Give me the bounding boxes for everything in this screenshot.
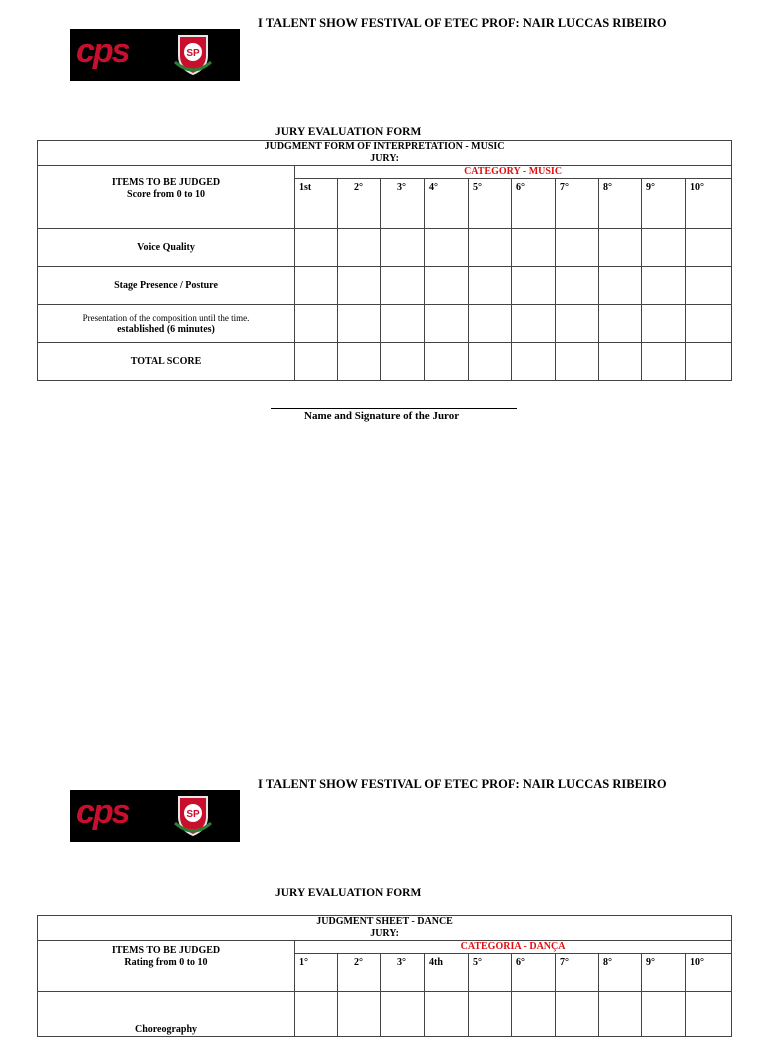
column-header: 7° (556, 954, 599, 992)
cps-logo (70, 29, 240, 81)
score-cell[interactable] (469, 267, 512, 305)
column-header: 10° (686, 954, 732, 992)
score-cell[interactable] (295, 229, 338, 267)
score-cell[interactable] (381, 305, 425, 343)
column-header: 8° (599, 179, 642, 229)
table-row (38, 992, 732, 1037)
score-cell[interactable] (338, 992, 381, 1037)
table-row (38, 305, 732, 343)
column-header: 4° (425, 179, 469, 229)
score-cell[interactable] (381, 229, 425, 267)
column-header: 5° (469, 954, 512, 992)
column-header: 1st (295, 179, 338, 229)
table-caption: JUDGMENT SHEET - DANCE JURY: (38, 916, 732, 941)
item-stage-presence: Stage Presence / Posture (38, 267, 295, 305)
score-cell[interactable] (338, 305, 381, 343)
score-cell[interactable] (469, 343, 512, 381)
dance-evaluation-table (37, 915, 732, 1037)
signature-line (271, 408, 517, 409)
column-header: 8° (599, 954, 642, 992)
column-header: 2° (338, 179, 381, 229)
sp-crest-icon (173, 32, 213, 76)
column-header: 1° (295, 954, 338, 992)
score-cell[interactable] (295, 305, 338, 343)
cps-logo-text: cps (76, 793, 129, 831)
sp-crest-icon (173, 793, 213, 837)
score-cell[interactable] (642, 343, 686, 381)
festival-header: I TALENT SHOW FESTIVAL OF ETEC PROF: NAIR LUCCAS RIBEIRO (258, 777, 667, 791)
column-header: 7° (556, 179, 599, 229)
score-cell[interactable] (599, 343, 642, 381)
items-to-be-judged-header: ITEMS TO BE JUDGED Score from 0 to 10 (38, 166, 295, 229)
column-header: 6° (512, 954, 556, 992)
score-cell[interactable] (686, 992, 732, 1037)
score-cell[interactable] (599, 305, 642, 343)
category-label: CATEGORIA - DANÇA (295, 941, 732, 954)
column-header: 4th (425, 954, 469, 992)
jury-label: JURY: (370, 153, 399, 164)
svg-text:SP: SP (186, 48, 200, 59)
items-to-be-judged-header: ITEMS TO BE JUDGED Rating from 0 to 10 (38, 941, 295, 992)
form-title: JURY EVALUATION FORM (275, 887, 422, 899)
score-cell[interactable] (338, 267, 381, 305)
score-cell[interactable] (556, 343, 599, 381)
score-cell[interactable] (425, 992, 469, 1037)
score-cell[interactable] (381, 267, 425, 305)
score-cell[interactable] (642, 305, 686, 343)
score-cell[interactable] (512, 229, 556, 267)
column-header: 10° (686, 179, 732, 229)
score-cell[interactable] (512, 305, 556, 343)
category-label: CATEGORY - MUSIC (295, 166, 732, 179)
score-cell[interactable] (425, 343, 469, 381)
score-cell[interactable] (512, 992, 556, 1037)
cps-logo (70, 790, 240, 842)
score-cell[interactable] (686, 267, 732, 305)
score-cell[interactable] (512, 267, 556, 305)
column-header: 3° (381, 179, 425, 229)
item-choreography: Choreography (38, 992, 295, 1037)
score-cell[interactable] (556, 305, 599, 343)
score-cell[interactable] (599, 267, 642, 305)
item-voice-quality: Voice Quality (38, 229, 295, 267)
cps-logo-text: cps (76, 32, 129, 70)
score-cell[interactable] (338, 229, 381, 267)
score-cell[interactable] (642, 992, 686, 1037)
score-cell[interactable] (425, 305, 469, 343)
score-cell[interactable] (556, 992, 599, 1037)
form-title: JURY EVALUATION FORM (275, 126, 422, 138)
music-evaluation-table (37, 140, 732, 381)
score-cell[interactable] (686, 305, 732, 343)
item-presentation: Presentation of the composition until the time. established (6 minutes) (38, 305, 295, 343)
score-cell[interactable] (686, 343, 732, 381)
score-cell[interactable] (469, 992, 512, 1037)
score-cell[interactable] (686, 229, 732, 267)
table-caption: JUDGMENT FORM OF INTERPRETATION - MUSIC JURY: (38, 141, 732, 166)
score-cell[interactable] (599, 229, 642, 267)
table-row (38, 229, 732, 267)
score-cell[interactable] (338, 343, 381, 381)
table-row (38, 343, 732, 381)
score-cell[interactable] (295, 343, 338, 381)
score-cell[interactable] (556, 229, 599, 267)
score-cell[interactable] (381, 343, 425, 381)
total-score-label: TOTAL SCORE (38, 343, 295, 381)
column-header: 5° (469, 179, 512, 229)
column-header: 9° (642, 954, 686, 992)
svg-text:SP: SP (186, 809, 200, 820)
score-cell[interactable] (642, 267, 686, 305)
jury-label: JURY: (370, 928, 399, 939)
score-cell[interactable] (381, 992, 425, 1037)
score-cell[interactable] (469, 305, 512, 343)
column-header: 9° (642, 179, 686, 229)
score-cell[interactable] (295, 267, 338, 305)
column-header: 3° (381, 954, 425, 992)
column-header: 2° (338, 954, 381, 992)
festival-header: I TALENT SHOW FESTIVAL OF ETEC PROF: NAIR LUCCAS RIBEIRO (258, 16, 667, 30)
score-cell[interactable] (512, 343, 556, 381)
table-row (38, 267, 732, 305)
score-cell[interactable] (642, 229, 686, 267)
score-cell[interactable] (425, 229, 469, 267)
score-cell[interactable] (599, 992, 642, 1037)
score-cell[interactable] (556, 267, 599, 305)
signature-label: Name and Signature of the Juror (304, 410, 460, 422)
score-cell[interactable] (469, 229, 512, 267)
score-cell[interactable] (295, 992, 338, 1037)
score-cell[interactable] (425, 267, 469, 305)
column-header: 6° (512, 179, 556, 229)
